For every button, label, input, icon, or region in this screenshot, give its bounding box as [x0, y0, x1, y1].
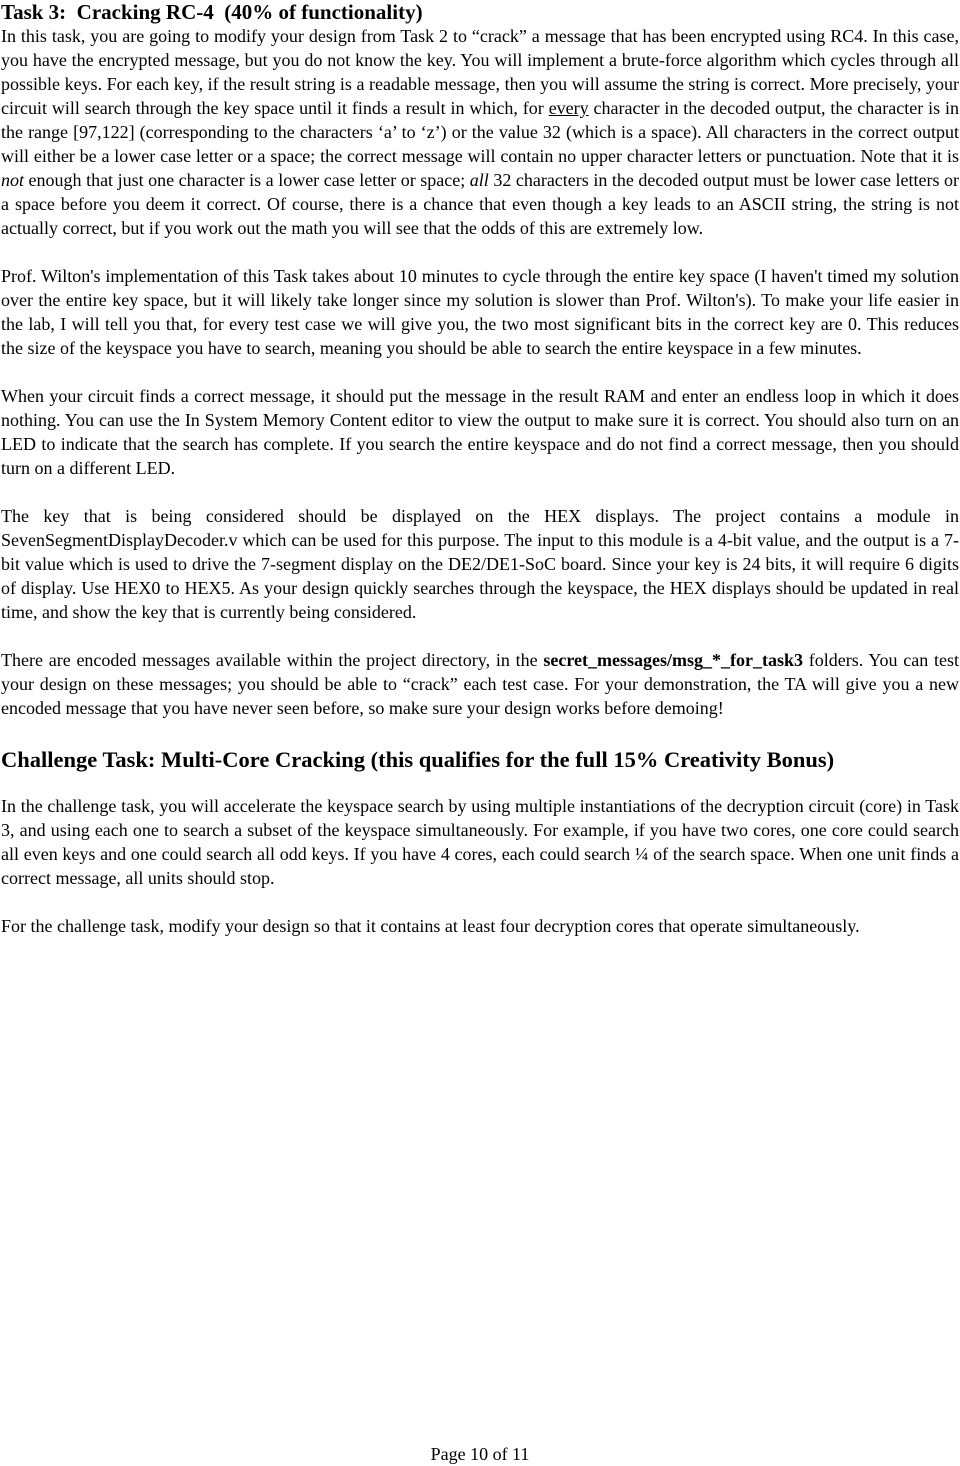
task3-heading: Task 3: Cracking RC-4 (40% of functionality) [1, 0, 423, 24]
task3-paragraph-4: The key that is being considered should be displayed on the HEX displays. The project contains a module in SevenSegmentDisplayDecoder.v which can be used for this purpose. The input to this module is a 4-bit value, and the output is a 7-bit value which is used to drive the 7-segment display on the DE2/DE1-SoC board. Since your key is 24 bits, it will require 6 digits of display. Use HEX0 to HEX5. As your design quickly searches through the keyspace, the HEX displays should be updated in real time, and show the key that is currently being considered. [1, 506, 959, 622]
challenge-paragraph-1: In the challenge task, you will accelerate the keyspace search by using multiple instantiations of the decryption circuit (core) in Task 3, and using each one to search a subset of the keyspace simultaneously. For example, if you have two cores, one core could search all even keys and one could search all odd keys. If you have 4 cores, each could search ¼ of the search space. When one unit finds a correct message, all units should stop. [1, 796, 959, 888]
task3-paragraph-5 [1, 648, 959, 720]
task3-paragraph-2: Prof. Wilton's implementation of this Task takes about 10 minutes to cycle through the entire key space (I haven't timed my solution over the entire key space, but it will likely take longer since my solution is slower than Prof. Wilton's). To make your life easier in the lab, I will tell you that, for every test case we will give you, the two most significant bits in the correct key are 0. This reduces the size of the keyspace you have to search, meaning you should be able to search the entire keyspace in a few minutes. [1, 266, 959, 358]
task3-p1-text-b: character in the decoded output, the character is in the range [97,122] (corresponding to the characters ‘a’ to ‘z’) or the value 32 (which is a space). All characters in the correct output will either be a lower case letter or a space; the correct message will contain no upper character letters or punctuation. Note that it is [1, 98, 959, 166]
folder-path: secret_messages/msg_*_for_task3 [543, 650, 803, 670]
task3-p5-text-a: There are encoded messages available within the project directory, in the [1, 650, 544, 670]
challenge-heading: Challenge Task: Multi-Core Cracking (this qualifies for the full 15% Creativity Bonus) [1, 747, 835, 772]
challenge-paragraph-2: For the challenge task, modify your design so that it contains at least four decryption cores that operate simultaneously. [1, 916, 860, 936]
emphasis-every: every [548, 98, 589, 118]
task3-p5-text-b: folders. You can test your design on these messages; you should be able to “crack” each test case. For your demonstration, the TA will give you a new encoded message that you have never seen before, so make sure your design works before demoing! [1, 650, 959, 718]
emphasis-not: not [1, 170, 25, 190]
task3-p1-text-d: 32 characters in the decoded output must be lower case letters or a space before you deem it correct. Of course, there is a chance that even though a key leads to an ASCII string, the string is not actually correct, but if you work out the math you will see that the odds of this are extremely low. [1, 170, 960, 238]
task3-paragraph-1 [1, 24, 959, 240]
task3-p1-text-c: enough that just one character is a lower case letter or space; [24, 170, 470, 190]
task3-p1-text-a: In this task, you are going to modify your design from Task 2 to “crack” a message that has been encrypted using RC4. In this case, you have the encrypted message, but you do not know the key. You will implement a brute-force algorithm which cycles through all possible keys. For each key, if the result string is a readable message, then you will assume the string is correct. More precisely, your circuit will search through the key space until it finds a result in which, for [1, 26, 959, 118]
page-number: Page 10 of 11 [430, 1444, 530, 1464]
emphasis-all: all [469, 170, 489, 190]
task3-paragraph-3: When your circuit finds a correct message, it should put the message in the result RAM and enter an endless loop in which it does nothing. You can use the In System Memory Content editor to view the output to make sure it is correct. You should also turn on an LED to indicate that the search has complete. If you search the entire keyspace and do not find a correct message, then you should turn on a different LED. [1, 386, 959, 478]
